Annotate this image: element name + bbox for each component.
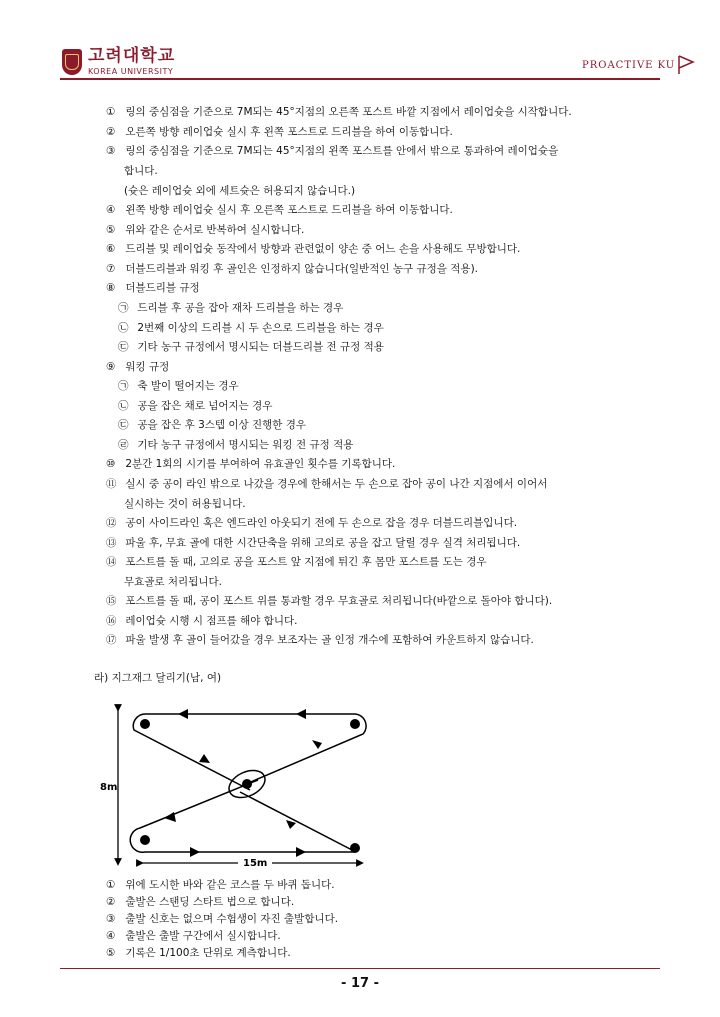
rule-subline: ㉢ 기타 농구 규정에서 명시되는 더블드리블 전 규정 적용 [118, 341, 384, 353]
zigzag-rule-line: ⑤ 기록은 1/100초 단위로 계측합니다. [106, 947, 291, 959]
rule-line: ⑮ 포스트를 돌 때, 공이 포스트 위를 통과할 경우 무효골로 처리됩니다(바깥으로 돌아야 합니다). [106, 595, 553, 607]
rule-line: ⑤ 위와 같은 순서로 반복하여 실시합니다. [106, 224, 305, 236]
zigzag-rule-line: ② 출발은 스탠딩 스타트 법으로 합니다. [106, 896, 295, 908]
arrow-down-right-icon [199, 754, 210, 763]
logo-english-name: KOREA UNIVERSITY [88, 67, 174, 76]
rule-subline: ㉠ 드리블 후 공을 잡아 재차 드리블을 하는 경우 [118, 302, 344, 314]
rule-line: ⑧ 더블드리블 규정 [106, 282, 200, 294]
header-rule [60, 78, 660, 80]
width-label: 15m [243, 858, 268, 869]
rule-line: ① 링의 중심점을 기준으로 7M되는 45°지점의 오른쪽 포스트 바깥 지점에서 레이업슛을 시작합니다. [106, 106, 572, 118]
proactive-flag-icon [677, 54, 695, 76]
rule-subline: ㉡ 2번째 이상의 드리블 시 두 손으로 드리블을 하는 경우 [118, 322, 384, 334]
arrow-right-icon [190, 847, 200, 857]
rule-line: 합니다. [124, 165, 158, 177]
post-bottom-right [350, 843, 360, 853]
rule-line: ⑰ 파울 발생 후 골이 들어갔을 경우 보조자는 골 인정 개수에 포함하여 카운트하지 않습니다. [106, 634, 534, 646]
arrow-left-icon [296, 709, 306, 719]
zigzag-rule-line: ③ 출발 신호는 없으며 수험생이 자진 출발합니다. [106, 913, 339, 925]
rule-line: ⑨ 워킹 규정 [106, 361, 170, 373]
zigzag-rule-line: ① 위에 도시한 바와 같은 코스를 두 바퀴 돕니다. [106, 879, 335, 891]
post-center [242, 779, 252, 789]
rule-line: ⑪ 실시 중 공이 라인 밖으로 나갔을 경우에 한해서는 두 손으로 잡아 공이 나간 지점에서 이어서 [106, 478, 548, 490]
footer-rule [60, 968, 660, 969]
rule-line: ⑭ 포스트를 돌 때, 고의로 공을 포스트 앞 지점에 튀긴 후 몸만 포스트를 도는 경우 [106, 556, 487, 568]
logo-korean-name: 고려대학교 [88, 46, 176, 66]
lower-left-path [130, 780, 355, 852]
rule-line: ⑥ 드리블 및 레이업슛 동작에서 방향과 관련없이 양손 중 어느 손을 사용해도 무방합니다. [106, 243, 521, 255]
rule-line: ⑬ 파울 후, 무효 골에 대한 시간단축을 위해 고의로 공을 잡고 달릴 경우 실격 처리됩니다. [106, 537, 521, 549]
rule-line: 실시하는 것이 허용됩니다. [124, 498, 246, 510]
rule-line: ⑫ 공이 사이드라인 혹은 엔드라인 아웃되기 전에 두 손으로 잡을 경우 더블드리블입니다. [106, 517, 518, 529]
page-header [0, 0, 720, 80]
rule-line: ③ 링의 중심점을 기준으로 7M되는 45°지점의 왼쪽 포스트를 안에서 밖으로 통과하여 레이업슛을 [106, 145, 559, 157]
arrow-up-left-icon [286, 820, 296, 829]
arrow-right-icon [296, 847, 306, 857]
rule-line: ⑦ 더블드리블과 워킹 후 골인은 인정하지 않습니다(일반적인 농구 규정을 적용). [106, 263, 479, 275]
rule-line: 무효골로 처리됩니다. [124, 576, 222, 588]
proactive-ku-text: PROACTIVE KU [582, 59, 676, 71]
post-top-right [350, 719, 360, 729]
post-top-left [140, 719, 150, 729]
section-title: 라) 지그재그 달리기(남, 여) [94, 672, 222, 684]
zigzag-rule-line: ④ 출발은 출발 구간에서 실시합니다. [106, 930, 281, 942]
page-number: - 17 - [341, 976, 379, 991]
height-label: 8m [100, 782, 118, 793]
post-bottom-left [140, 835, 150, 845]
rule-subline: ㉣ 기타 농구 규정에서 명시되는 워킹 전 규정 적용 [118, 439, 354, 451]
arrow-left-icon [178, 709, 188, 719]
rule-subline: ㉢ 공을 잡은 후 3스텝 이상 진행한 경우 [118, 419, 307, 431]
top-loop-path [145, 714, 366, 784]
lower-right-path [240, 792, 352, 850]
zigzag-course-diagram [100, 700, 400, 872]
rule-line: ② 오른쪽 방향 레이업슛 실시 후 왼쪽 포스트로 드리블을 하여 이동합니다. [106, 126, 453, 138]
rule-subline: ㉡ 공을 잡은 채로 넘어지는 경우 [118, 400, 273, 412]
university-logo [62, 48, 175, 76]
rule-subline: ㉠ 축 발이 떨어지는 경우 [118, 380, 239, 392]
top-left-loop-path [133, 714, 250, 790]
rule-line: ④ 왼쪽 방향 레이업슛 실시 후 오른쪽 포스트로 드리블을 하여 이동합니다. [106, 204, 453, 216]
rule-line: ⑯ 레이업슛 시행 시 점프를 해야 합니다. [106, 615, 298, 627]
arrow-down-left-icon [164, 812, 176, 822]
proactive-ku-mark [582, 54, 695, 76]
rule-line: ⑩ 2분간 1회의 시기를 부여하여 유효골인 횟수를 기록합니다. [106, 458, 396, 470]
university-crest-icon [62, 49, 82, 75]
rule-line: (슛은 레이업슛 외에 세트슛은 허용되지 않습니다.) [124, 185, 356, 197]
arrow-up-left-icon [312, 740, 322, 749]
